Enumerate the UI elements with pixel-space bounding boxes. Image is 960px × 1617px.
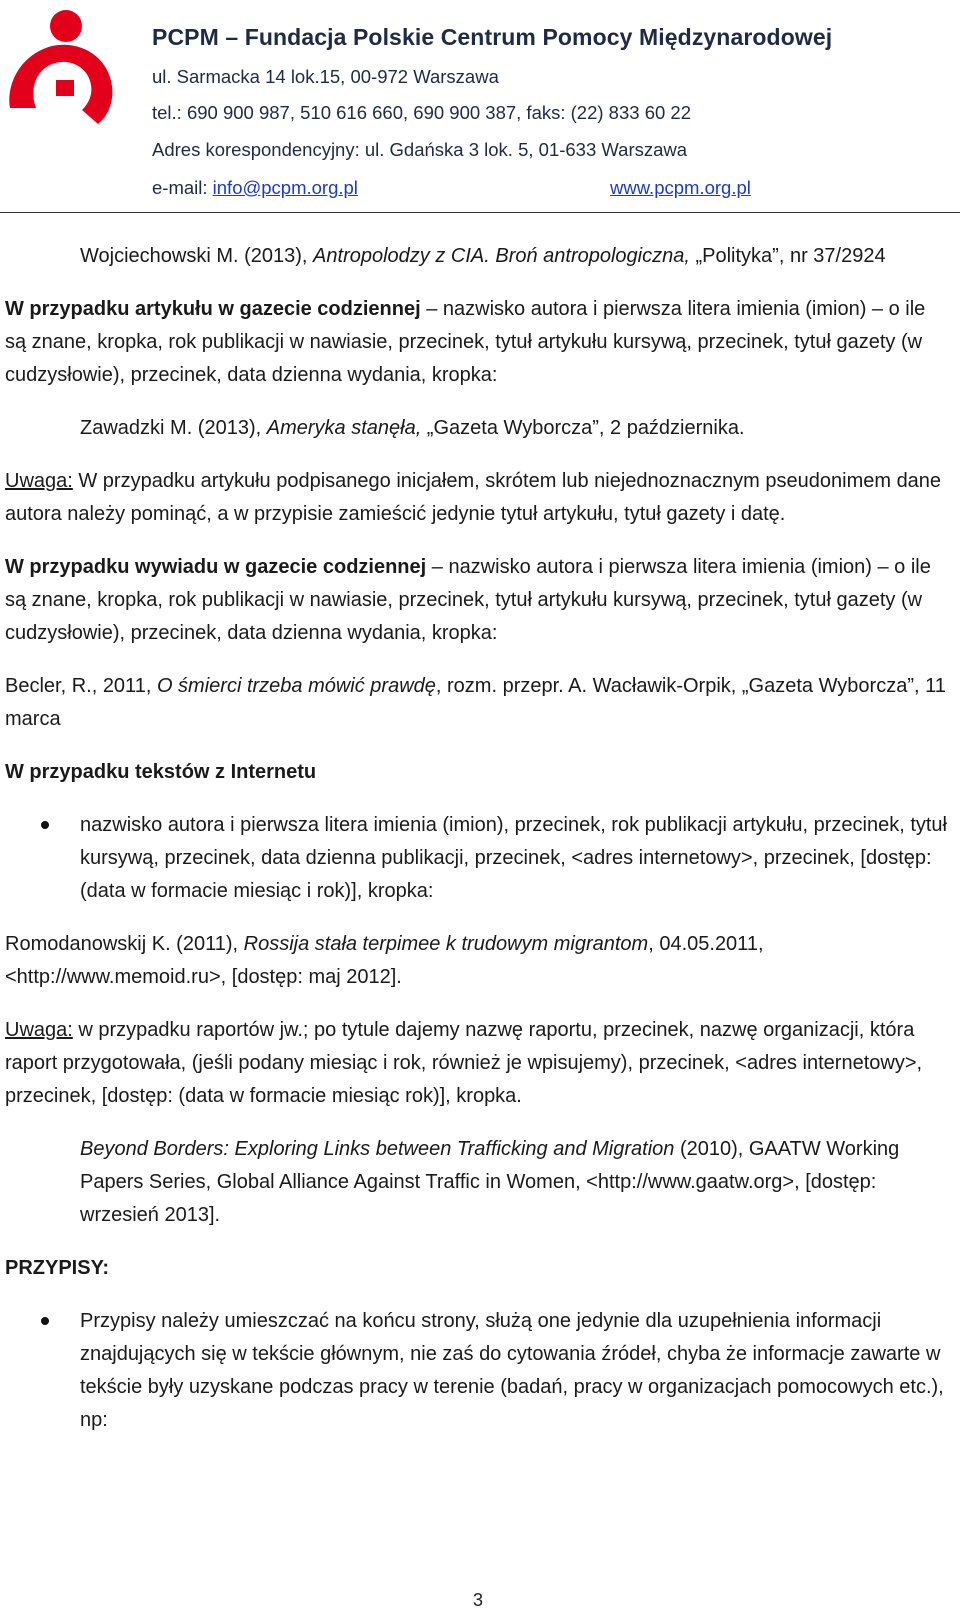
reference-romodanowskij: Romodanowskij K. (2011), Rossija stała terpimee k trudowym migrantom, 04.05.2011, <http://www.memoid.ru>, [dostęp: maj 2012]. <box>5 933 764 988</box>
phones: tel.: 690 900 987, 510 616 660, 690 900 387, faks: (22) 833 60 22 <box>152 102 691 123</box>
letterhead <box>0 0 960 212</box>
reference-zawadzki: Zawadzki M. (2013), Ameryka stanęła, „Gazeta Wyborcza”, 2 października. <box>80 417 745 439</box>
bullet-icon <box>41 821 49 829</box>
pcpm-logo <box>4 4 116 128</box>
email-label: e-mail: <box>152 177 208 198</box>
org-name: PCPM – Fundacja Polskie Centrum Pomocy Międzynarodowej <box>152 24 833 50</box>
page-number: 3 <box>473 1590 484 1610</box>
website-link[interactable]: www.pcpm.org.pl <box>610 177 751 198</box>
note-reports: Uwaga: w przypadku raportów jw.; po tytule dajemy nazwę raportu, przecinek, nazwę organizacji, która raport przygotowała, (jeśli podany miesiąc i rok, również je wpisujemy), przecinek, <adres internetowy>, przecinek, [dostęp: (data w formacie miesiąc rok)], kropka. <box>5 1019 923 1107</box>
newspaper-article-rule: W przypadku artykułu w gazecie codziennej – nazwisko autora i pierwsza litera imienia (imion) – o ile są znane, kropka, rok publikacji w nawiasie, przecinek, tytuł artykułu kursywą, przecinek, tytuł gazety (w cudzysłowie), przecinek, data dzienna wydania, kropka: <box>5 298 926 386</box>
email-row <box>152 177 358 199</box>
header-divider <box>0 212 960 213</box>
reference-wojciechowski: Wojciechowski M. (2013), Antropolodzy z CIA. Broń antropologiczna, „Polityka”, nr 37/2924 <box>80 245 886 267</box>
email-link[interactable]: info@pcpm.org.pl <box>212 177 358 198</box>
internet-rule-item: nazwisko autora i pierwsza litera imienia (imion), przecinek, rok publikacji artykułu, przecinek, tytuł kursywą, przecinek, data dzienna publikacji, przecinek, <adres internetowy>, przecinek, [dostęp: (data w formacie miesiąc i rok)], kropka: <box>5 809 950 908</box>
footnotes-heading: PRZYPISY: <box>5 1257 110 1279</box>
address: ul. Sarmacka 14 lok.15, 00-972 Warszawa <box>152 66 499 87</box>
footnotes-rule-item: Przypisy należy umieszczać na końcu strony, służą one jedynie dla uzupełnienia informacji znajdujących się w tekście głównym, nie zaś do cytowania źródeł, chyba że informacje zawarte w tekście były uzyskane podczas pracy w terenie (badań, pracy w organizacjach pomocowych etc.), np: <box>5 1305 950 1437</box>
bullet-icon <box>41 1317 49 1325</box>
page-content <box>5 240 950 1437</box>
note-initials: Uwaga: W przypadku artykułu podpisanego inicjałem, skrótem lub niejednoznacznym pseudonimem dane autora należy pominąć, a w przypisie zamieścić jedynie tytuł artykułu, tytuł gazety i datę. <box>5 470 942 525</box>
internet-heading: W przypadku tekstów z Internetu <box>5 761 317 783</box>
interview-rule: W przypadku wywiadu w gazecie codziennej – nazwisko autora i pierwsza litera imienia (imion) – o ile są znane, kropka, rok publikacji w nawiasie, przecinek, tytuł artykułu kursywą, przecinek, tytuł gazety (w cudzysłowie), przecinek, data dzienna wydania, kropka: <box>5 556 931 644</box>
correspondence-address: Adres korespondencyjny: ul. Gdańska 3 lok. 5, 01-633 Warszawa <box>152 139 688 160</box>
reference-becler: Becler, R., 2011, O śmierci trzeba mówić prawdę, rozm. przepr. A. Wacławik-Orpik, „Gazeta Wyborcza”, 11 marca <box>5 675 946 730</box>
reference-beyond-borders: Beyond Borders: Exploring Links between Trafficking and Migration (2010), GAATW Working Papers Series, Global Alliance Against Traffic in Women, <http://www.gaatw.org>, [dostęp: wrzesień 2013]. <box>80 1138 900 1226</box>
